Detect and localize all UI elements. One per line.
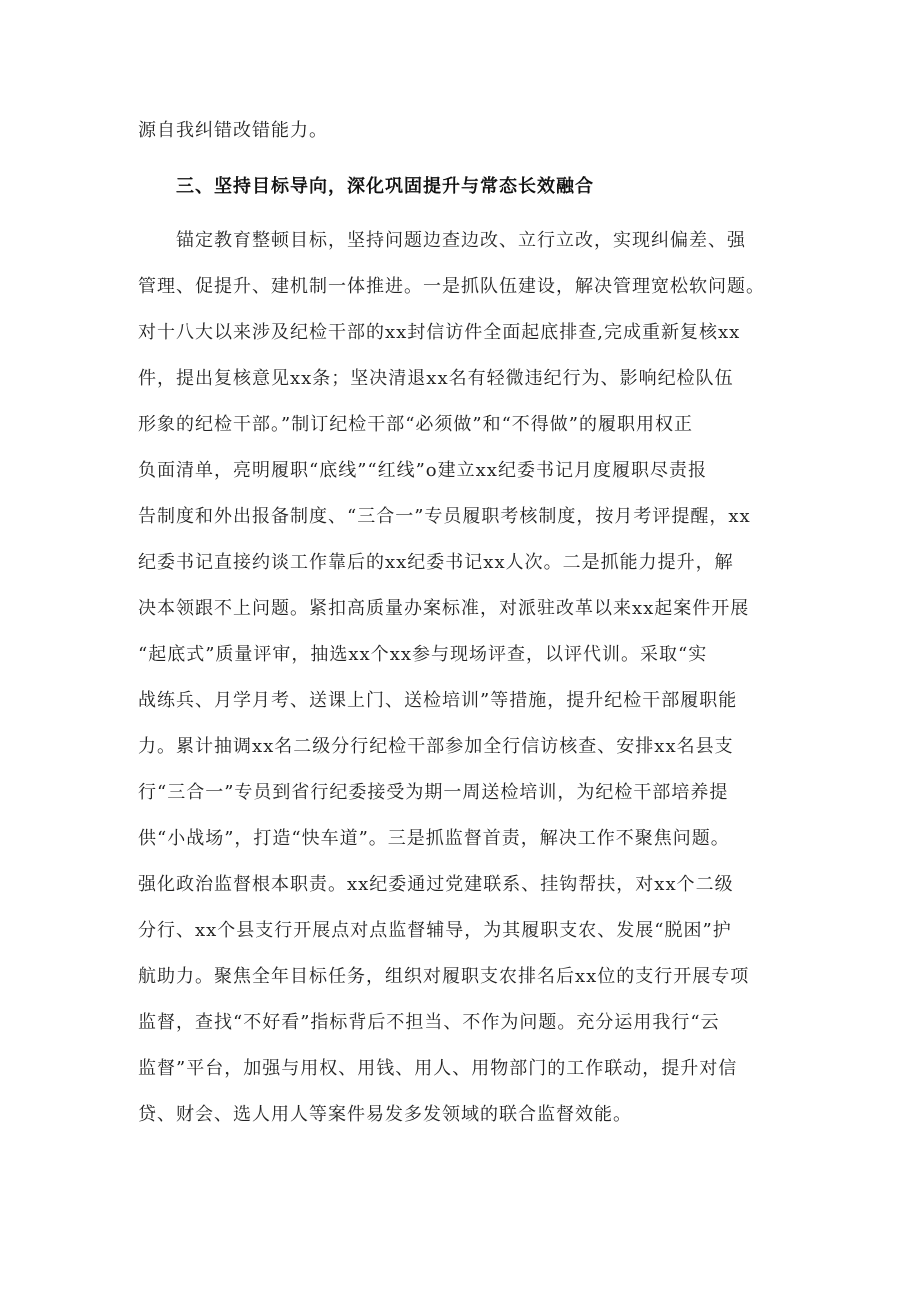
paragraph-line: 监督”平台，加强与用权、用钱、用人、用物部门的工作联动，提升对信 (138, 1058, 738, 1079)
paragraph-line: 监督，查找“不好看”指标背后不担当、不作为问题。充分运用我行“云 (138, 1012, 720, 1033)
paragraph-line: 对十八大以来涉及纪检干部的xx封信访件全面起底排查,完成重新复核xx (138, 322, 741, 343)
paragraph-line: 航助力。聚焦全年目标任务，组织对履职支农排名后xx位的支行开展专项 (138, 966, 750, 987)
paragraph-line: 锚定教育整顿目标，坚持问题边查边改、立行立改，实现纠偏差、强 (176, 230, 746, 251)
paragraph-line: 纪委书记直接约谈工作靠后的xx纪委书记xx人次。二是抓能力提升，解 (138, 552, 734, 573)
paragraph-line: 战练兵、月学月考、送课上门、送检培训”等措施，提升纪检干部履职能 (138, 690, 738, 711)
paragraph-line: 管理、促提升、建机制一体推进。一是抓队伍建设，解决管理宽松软问题。 (138, 276, 765, 297)
paragraph-line: 供“小战场”，打造“快车道”。三是抓监督首责，解决工作不聚焦问题。 (138, 828, 730, 849)
paragraph-line: 分行、xx个县支行开展点对点监督辅导，为其履职支农、发展“脱困”护 (138, 920, 732, 941)
paragraph-line: 力。累计抽调xx名二级分行纪检干部参加全行信访核查、安排xx名县支 (138, 736, 734, 757)
section-heading: 三、坚持目标导向，深化巩固提升与常态长效融合 (176, 176, 594, 197)
paragraph-line: 贷、财会、选人用人等案件易发多发领域的联合监督效能。 (138, 1104, 632, 1125)
paragraph-line: 告制度和外出报备制度、“三合一”专员履职考核制度，按月考评提醒，xx (138, 506, 751, 527)
continuation-line: 源自我纠错改错能力。 (138, 120, 328, 141)
paragraph-line: 强化政治监督根本职责。xx纪委通过党建联系、挂钩帮扶，对xx个二级 (138, 874, 734, 895)
body-paragraph (138, 218, 798, 1138)
paragraph-line: “起底式”质量评审，抽选xx个xx参与现场评查，以评代训。采取“实 (138, 644, 708, 665)
paragraph-line: 件，提出复核意见xx条；坚决清退xx名有轻微违纪行为、影响纪检队伍 (138, 368, 734, 389)
paragraph-line: 形象的纪检干部。”制订纪检干部“必须做”和“不得做”的履职用权正 (138, 414, 694, 435)
paragraph-line: 负面清单，亮明履职“底线”“红线”o建立xx纪委书记月度履职尽责报 (138, 460, 707, 481)
paragraph-line: 行“三合一”专员到省行纪委接受为期一周送检培训，为纪检干部培养提 (138, 782, 729, 803)
paragraph-line: 决本领跟不上问题。紧扣高质量办案标准，对派驻改革以来xx起案件开展 (138, 598, 750, 619)
